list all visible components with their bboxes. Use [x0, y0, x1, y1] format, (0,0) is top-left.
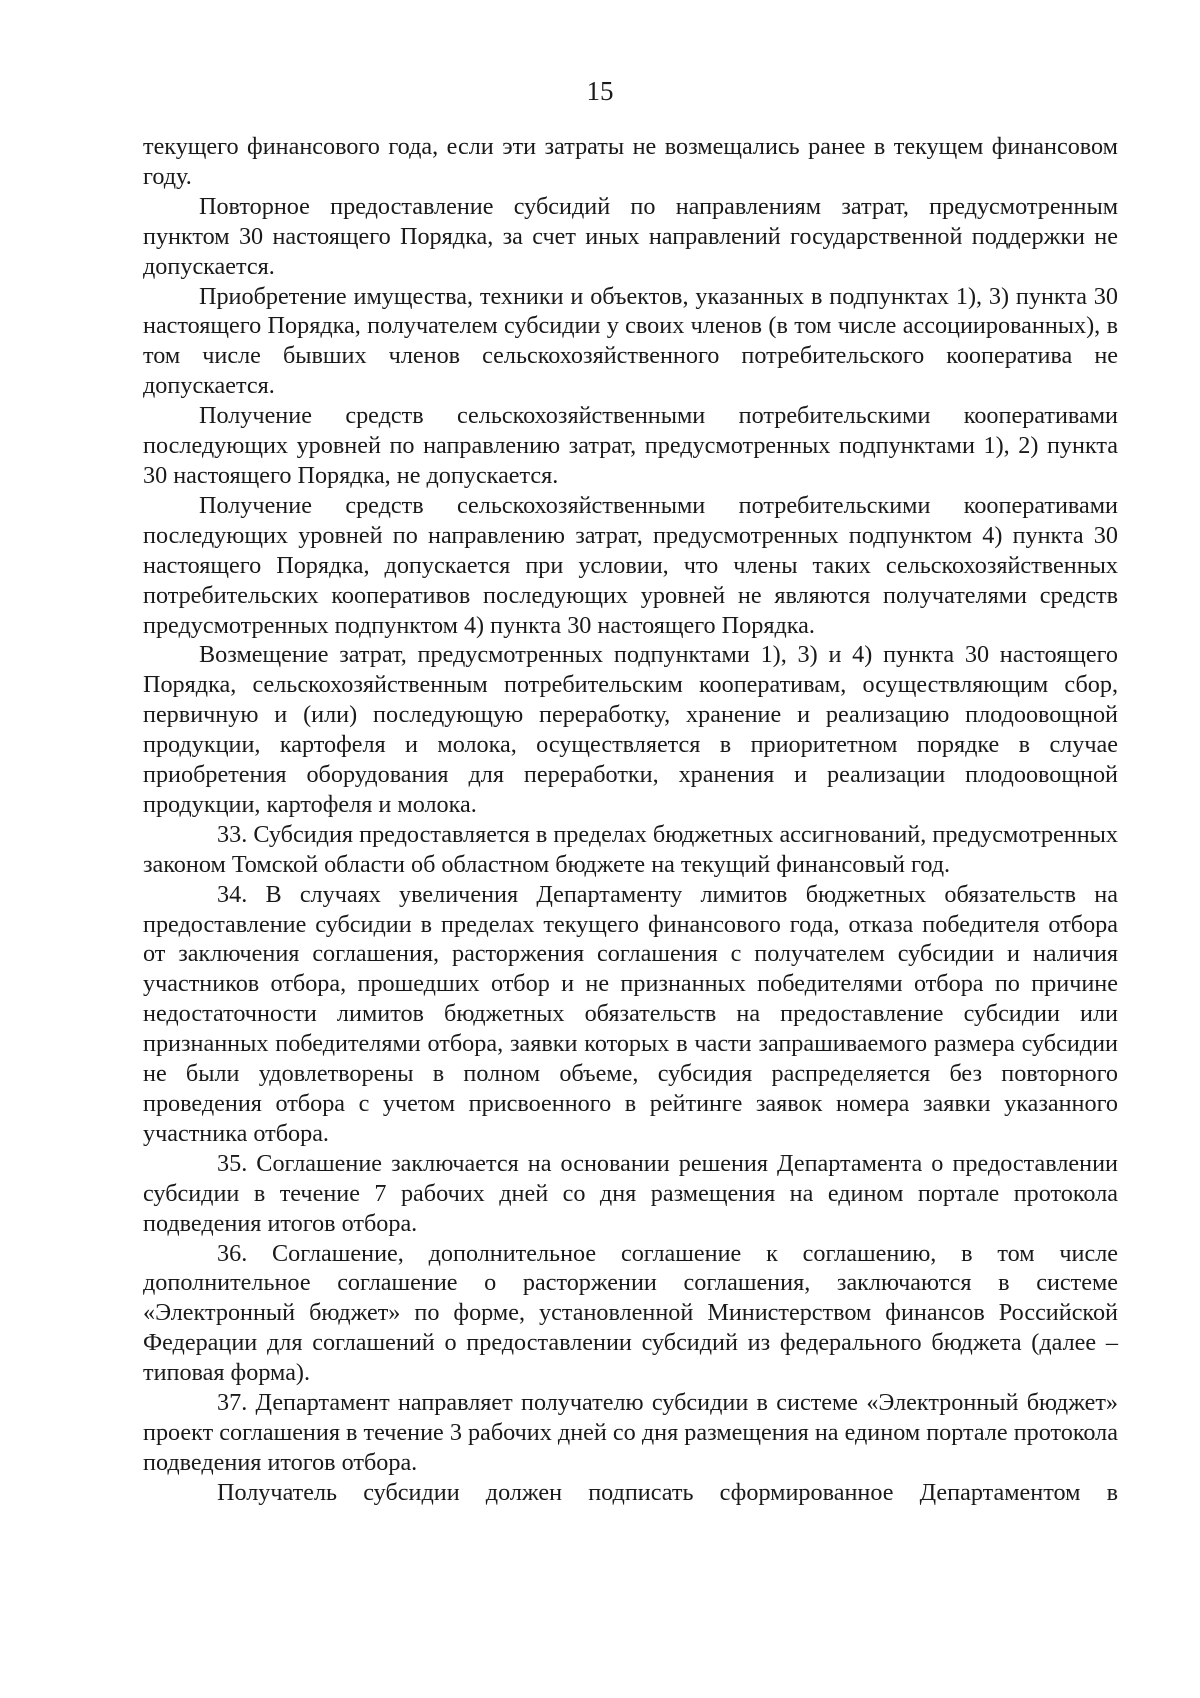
- paragraph-property-acquisition: Приобретение имущества, техники и объектов, указанных в подпунктах 1), 3) пункта 30 настоящего Порядка, получателем субсидии у своих членов (в том числе ассоциированных), в том числе бывших членов сельскохозяйственного потребительского кооператива не допускается.: [143, 282, 1118, 400]
- paragraph-item-33: 33. Субсидия предоставляется в пределах бюджетных ассигнований, предусмотренных законом Томской области об областном бюджете на текущий финансовый год.: [143, 820, 1118, 878]
- paragraph-item-35: 35. Соглашение заключается на основании решения Департамента о предоставлении субсидии в течение 7 рабочих дней со дня размещения на едином портале протокола подведения итогов отбора.: [143, 1149, 1118, 1237]
- paragraph-continuation: текущего финансового года, если эти затраты не возмещались ранее в текущем финансовом году.: [143, 133, 1118, 190]
- page-number: 15: [586, 76, 614, 106]
- paragraph-item-34: 34. В случаях увеличения Департаменту лимитов бюджетных обязательств на предоставление субсидии в пределах текущего финансового года, отказа победителя отбора от заключения соглашения, расторжения соглашения с получателем субсидии и наличия участников отбора, прошедших отбор и не признанных победителями отбора по причине недостаточности лимитов бюджетных обязательств на предоставление субсидии или признанных победителями отбора, заявки которых в части запрашиваемого размера субсидии не были удовлетворены в полном объеме, субсидия распределяется без повторного проведения отбора с учетом присвоенного в рейтинге заявок номера заявки указанного участника отбора.: [143, 880, 1118, 1147]
- document-body: [143, 132, 1118, 1508]
- paragraph-recipient-sign: Получатель субсидии должен подписать сформированное Департаментом в: [217, 1478, 1118, 1506]
- paragraph-cost-compensation: Возмещение затрат, предусмотренных подпунктами 1), 3) и 4) пункта 30 настоящего Порядка, сельскохозяйственным потребительским кооперативам, осуществляющим сбор, первичную и (или) последующую переработку, хранение и реализацию плодоовощной продукции, картофеля и молока, осуществляется в приоритетном порядке в случае приобретения оборудования для переработки, хранения и реализации плодоовощной продукции, картофеля и молока.: [143, 641, 1118, 818]
- paragraph-item-37: 37. Департамент направляет получателю субсидии в системе «Электронный бюджет» проект соглашения в течение 3 рабочих дней со дня размещения на едином портале протокола подведения итогов отбора.: [143, 1389, 1118, 1476]
- paragraph-funds-subpoints-1-2: Получение средств сельскохозяйственными потребительскими кооперативами последующих уровней по направлению затрат, предусмотренных подпунктами 1), 2) пункта 30 настоящего Порядка, не допускается.: [143, 402, 1118, 489]
- paragraph-funds-subpoint-4: Получение средств сельскохозяйственными потребительскими кооперативами последующих уровней по направлению затрат, предусмотренных подпунктом 4) пункта 30 настоящего Порядка, допускается при условии, что члены таких сельскохозяйственных потребительских кооперативов последующих уровней не являются получателями средств предусмотренных подпунктом 4) пункта 30 настоящего Порядка.: [143, 491, 1118, 639]
- paragraph-repeat-subsidy: Повторное предоставление субсидий по направлениям затрат, предусмотренным пунктом 30 настоящего Порядка, за счет иных направлений государственной поддержки не допускается.: [143, 192, 1118, 280]
- paragraph-item-36: 36. Соглашение, дополнительное соглашение к соглашению, в том числе дополнительное соглашение о расторжении соглашения, заключаются в системе «Электронный бюджет» по форме, установленной Министерством финансов Российской Федерации для соглашений о предоставлении субсидий из федерального бюджета (далее – типовая форма).: [143, 1239, 1118, 1387]
